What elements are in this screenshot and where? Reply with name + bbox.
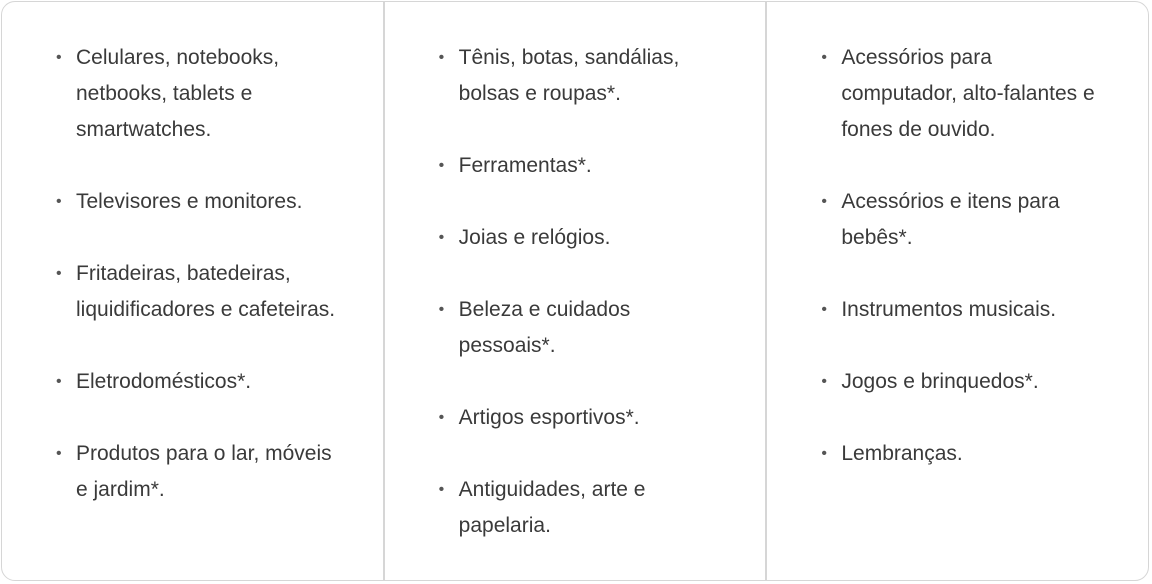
list-item-text: Acessórios e itens para bebês*. xyxy=(841,190,1060,249)
list-item xyxy=(52,40,338,148)
bullet-icon: • xyxy=(438,301,445,318)
list-item-text: Artigos esportivos*. xyxy=(458,406,640,429)
list-item-text: Acessórios para computador, alto-falantes e fones de ouvido. xyxy=(841,46,1095,141)
list-item xyxy=(817,184,1103,256)
bullet-icon: • xyxy=(438,481,445,498)
list-item xyxy=(817,364,1103,400)
list-item xyxy=(817,436,1103,472)
list-item-text: Televisores e monitores. xyxy=(76,190,303,213)
bullet-icon: • xyxy=(438,157,445,174)
bullet-icon: • xyxy=(821,49,827,66)
bullet-icon: • xyxy=(438,229,445,246)
bullet-icon: • xyxy=(821,193,827,210)
list-item-text: Antiguidades, arte e papelaria. xyxy=(458,478,646,537)
list-item xyxy=(435,40,721,112)
list-item xyxy=(435,220,721,256)
list-item xyxy=(817,292,1103,328)
category-list xyxy=(52,40,363,508)
list-item-text: Celulares, notebooks, netbooks, tablets e smartwatches. xyxy=(76,46,280,141)
list-item xyxy=(435,148,721,184)
list-item-text: Lembranças. xyxy=(841,442,963,465)
list-item-text: Instrumentos musicais. xyxy=(841,298,1057,321)
bullet-icon: • xyxy=(821,301,827,318)
list-item xyxy=(52,436,338,508)
bullet-icon: • xyxy=(56,193,62,210)
list-item-text: Eletrodomésticos*. xyxy=(76,370,252,393)
list-item xyxy=(52,184,338,220)
bullet-icon: • xyxy=(56,265,62,282)
list-item-text: Fritadeiras, batedeiras, liquidificadores e cafeteiras. xyxy=(76,262,336,321)
list-item xyxy=(817,40,1103,148)
list-item-text: Produtos para o lar, móveis e jardim*. xyxy=(76,442,332,501)
bullet-icon: • xyxy=(438,49,445,66)
list-item xyxy=(435,400,721,436)
bullet-icon: • xyxy=(821,445,827,462)
list-item-text: Joias e relógios. xyxy=(458,226,611,249)
category-list xyxy=(817,40,1128,472)
category-column-3 xyxy=(767,2,1148,580)
list-item xyxy=(435,292,721,364)
bullet-icon: • xyxy=(438,409,445,426)
category-list xyxy=(435,40,746,544)
list-item-text: Tênis, botas, sandálias, bolsas e roupas*. xyxy=(458,46,680,105)
list-item-text: Beleza e cuidados pessoais*. xyxy=(458,298,631,357)
category-table xyxy=(1,1,1149,581)
list-item-text: Jogos e brinquedos*. xyxy=(841,370,1039,393)
list-item xyxy=(52,364,338,400)
bullet-icon: • xyxy=(56,445,62,462)
category-column-1 xyxy=(2,2,385,580)
category-column-2 xyxy=(385,2,768,580)
list-item-text: Ferramentas*. xyxy=(458,154,592,177)
bullet-icon: • xyxy=(56,373,62,390)
list-item xyxy=(52,256,338,328)
bullet-icon: • xyxy=(821,373,827,390)
bullet-icon: • xyxy=(56,49,62,66)
list-item xyxy=(435,472,721,544)
